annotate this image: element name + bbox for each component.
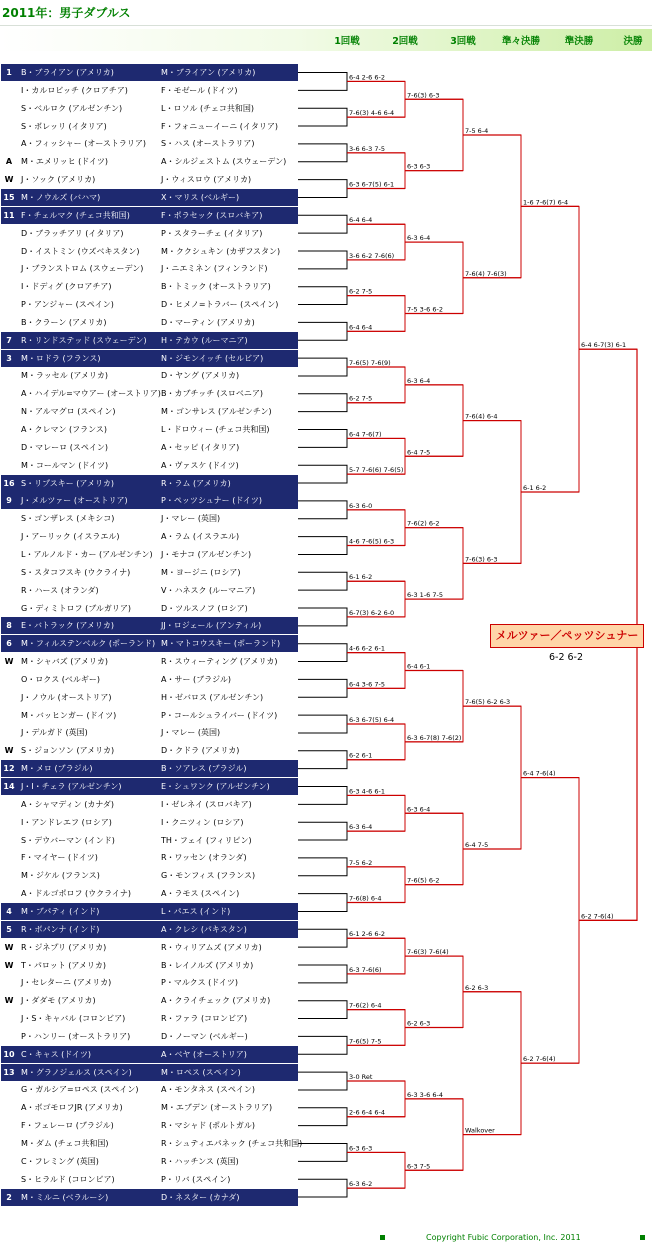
match-score: 7-6(3) 4-6 6-4 [349, 109, 395, 118]
entry-player-1: A・ドルゴポロフ (ウクライナ) [21, 889, 132, 899]
bracket-match-line [298, 215, 347, 233]
page-title: 2011年：男子ダブルス [2, 6, 131, 20]
match-score: 6-4 7-5 [407, 448, 431, 457]
entry-player-1: F・マイヤー (ドイツ) [21, 853, 98, 863]
entry-player-2: J・マレー (英国) [161, 728, 221, 738]
entry-player-1: A・フィッシャー (オーストラリア) [21, 139, 147, 149]
entry-player-1: R・ボパンナ (インド) [21, 924, 100, 934]
entry-player-1: T・パロット (アメリカ) [21, 960, 106, 970]
bracket-match-line [521, 206, 579, 492]
match-score: Walkover [465, 1126, 495, 1135]
entry-player-2: A・クライチェック (アメリカ) [161, 996, 271, 1006]
entry-player-1: M・バッヒンガー (ドイツ) [21, 710, 117, 720]
match-score: 7-5 6-2 [349, 858, 373, 867]
entry-player-1: M・ミルニ (ベラルーシ) [21, 1192, 109, 1202]
entry-player-2: L・ロソル (チェコ共和国) [161, 103, 255, 113]
entry-player-1: D・イストミン (ウズベキスタン) [21, 246, 140, 256]
entry-player-1: A・クレマン (フランス) [21, 425, 108, 434]
entry-seed-tag: 7 [6, 335, 12, 345]
entry-player-2: P・スタラーチェ (イタリア) [161, 228, 263, 238]
entry-seed-tag: 4 [6, 906, 12, 916]
entry-player-2: M・ゴンサレス (アルゼンチン) [161, 407, 272, 417]
copyright: Copyright Fubic Corporation, Inc. 2011 [426, 1233, 581, 1242]
entry-player-1: J・I・チェラ (アルゼンチン) [21, 782, 122, 791]
entry-player-1: M・メロ (ブラジル) [21, 764, 93, 774]
entry-seed-tag: 3 [6, 353, 12, 363]
match-score: 6-3 6-7(8) 7-6(2) [407, 733, 462, 742]
bracket-match-line [298, 1144, 347, 1162]
match-score: 6-3 7-6(6) [349, 965, 382, 974]
entry-player-1: A・シャマディン (カナダ) [21, 799, 115, 809]
entry-player-1: O・ロクス (ベルギー) [21, 674, 101, 684]
entry-player-2: E・シュワンク (アルゼンチン) [161, 782, 270, 791]
bracket-match-line [405, 99, 463, 170]
entry-player-2: R・ワッセン (オランダ) [161, 853, 247, 863]
entry-player-2: D・ネスター (カナダ) [161, 1192, 240, 1202]
entry-seed-tag: 6 [6, 639, 12, 649]
bracket-match-line [298, 430, 347, 448]
match-score: 6-4 6-7(3) 6-1 [581, 341, 627, 350]
bracket-match-line [298, 608, 347, 626]
entry-player-2: F・フォニューイーニ (イタリア) [161, 121, 278, 131]
bracket-match-line [298, 322, 347, 340]
entry-player-2: R・ウィリアムズ (アメリカ) [161, 942, 262, 952]
entry-player-2: B・ソアレス (ブラジル) [161, 764, 247, 774]
round-label-sf: 準決勝 [564, 36, 594, 47]
entry-player-2: H・ゼバロス (アルゼンチン) [161, 692, 264, 702]
entry-player-2: B・トミック (オーストラリア) [161, 282, 271, 292]
match-score: 6-3 3-6 6-4 [407, 1090, 443, 1099]
bracket-match-line [298, 715, 347, 733]
match-score: 7-6(3) 6-3 [465, 555, 498, 564]
entry-player-1: M・コールマン (ドイツ) [21, 460, 109, 470]
entry-player-2: A・クレシ (パキスタン) [161, 924, 247, 934]
entry-player-2: R・ファラ (コロンビア) [161, 1014, 248, 1024]
entry-seed-tag: W [4, 996, 14, 1006]
entry-seed-tag: 9 [6, 496, 12, 506]
entry-player-1: D・マレーロ (スペイン) [21, 442, 108, 452]
entry-seed-tag: W [4, 657, 14, 667]
entry-player-2: B・カブチッチ (スロベニア) [161, 389, 264, 399]
entry-player-1: B・クラーン (アメリカ) [21, 317, 107, 327]
bracket-match-line [405, 1099, 463, 1170]
entry-player-1: J・ダダモ (アメリカ) [21, 996, 96, 1006]
entry-player-2: D・ヒメノ=トラバー (スペイン) [161, 300, 279, 310]
entry-player-1: R・ジネプリ (アメリカ) [21, 942, 107, 952]
entry-player-2: A・シルジェストム (スウェーデン) [161, 157, 287, 167]
entry-player-1: N・アルマグロ (スペイン) [21, 407, 116, 417]
entry-player-2: R・スウィーティング (アメリカ) [161, 657, 278, 667]
match-score: 7-6(5) 6-2 6-3 [465, 698, 511, 707]
bracket-match-line [298, 858, 347, 876]
entry-player-1: M・ブパティ (インド) [21, 906, 100, 916]
match-score: 7-6(3) 6-3 [407, 91, 440, 100]
match-score: 6-4 7-6(4) [523, 769, 556, 778]
bracket-match-line [405, 956, 463, 1027]
entry-player-1: P・ハンリー (オーストラリア) [21, 1031, 131, 1041]
entry-player-2: D・マーティン (アメリカ) [161, 317, 255, 327]
match-score: 6-2 7-6(4) [581, 912, 614, 921]
match-score: 7-6(5) 7-5 [349, 1037, 382, 1046]
entry-player-1: S・デウバーマン (インド) [21, 835, 115, 845]
entry-player-1: I・ドディグ (クロアチア) [21, 282, 112, 292]
match-score: 6-3 6-7(5) 6-4 [349, 716, 395, 725]
entry-player-2: D・ツルスノフ (ロシア) [161, 603, 248, 613]
final-score: 6-2 6-2 [548, 652, 584, 663]
match-score: 7-6(4) 6-4 [465, 412, 498, 421]
match-score: 3-0 Ret [349, 1073, 373, 1082]
entry-player-1: F・チェルマク (チェコ共和国) [21, 210, 130, 220]
champion-box: メルツァー／ペッツシュナー [490, 624, 644, 648]
round-label-qf: 準々決勝 [501, 36, 540, 47]
entry-player-2: J・ウィスロウ (アメリカ) [161, 175, 252, 185]
entry-player-2: M・エブデン (オーストラリア) [161, 1103, 273, 1113]
footer-square-icon [640, 1235, 645, 1240]
entry-seed-tag: 14 [3, 782, 15, 791]
match-score: 6-3 6-0 [349, 501, 373, 510]
bracket-match-line [298, 572, 347, 590]
bracket-match-line [298, 679, 347, 697]
entry-player-1: J・ブランストロム (スウェーデン) [21, 264, 144, 274]
entry-player-1: S・ボレッリ (イタリア) [21, 121, 107, 131]
round-label-final: 決勝 [623, 36, 643, 47]
match-score: 7-5 6-4 [465, 126, 489, 135]
entry-player-1: R・ハース (オランダ) [21, 585, 99, 595]
match-score: 4-6 7-6(5) 6-3 [349, 537, 395, 546]
entry-player-2: A・ベヤ (オーストリア) [161, 1049, 247, 1059]
entry-player-1: M・フィルステンベルク (ポーランド) [21, 639, 156, 649]
entry-player-1: F・フェレーロ (ブラジル) [21, 1121, 114, 1131]
entry-player-1: S・スタコフスキ (ウクライナ) [21, 567, 131, 577]
bracket-match-line [298, 1108, 347, 1126]
match-score: 6-3 6-4 [407, 376, 431, 385]
entry-seed-tag: W [4, 746, 14, 756]
match-score: 3-6 6-2 7-6(6) [349, 251, 395, 260]
match-score: 6-3 6-4 [407, 805, 431, 814]
entry-player-1: J・メルツァー (オーストリア) [21, 496, 128, 506]
entry-player-1: L・アルノルド・カー (アルゼンチン) [21, 549, 153, 559]
match-score: 3-6 6-3 7-5 [349, 144, 385, 153]
entry-player-2: N・ジモンイッチ (セルビア) [161, 353, 264, 363]
entry-player-1: S・ゴンザレス (メキシコ) [21, 514, 115, 524]
entry-player-2: JJ・ロジェール (アンティル) [161, 621, 262, 631]
entry-player-2: D・クドラ (アメリカ) [161, 746, 240, 756]
bracket-match-line [405, 242, 463, 313]
entry-seed-tag: 5 [6, 924, 12, 934]
entry-seed-tag: 1 [6, 68, 12, 77]
match-score: 7-6(5) 6-2 [407, 876, 440, 885]
entry-player-1: B・ブライアン (アメリカ) [21, 68, 114, 77]
entry-player-1: D・ブラッチアリ (イタリア) [21, 228, 124, 238]
entry-player-1: S・ヒラルド (コロンビア) [21, 1174, 115, 1184]
match-score: 6-2 6-3 [465, 983, 489, 992]
match-score: 6-4 7-5 [465, 840, 489, 849]
entry-player-2: X・マリス (ベルギー) [161, 192, 240, 202]
entry-player-1: M・ダム (チェコ共和国) [21, 1139, 109, 1148]
entry-player-2: H・テカウ (ルーマニア) [161, 335, 248, 345]
entry-player-1: C・キャス (ドイツ) [21, 1049, 91, 1059]
entry-player-2: A・モンタネス (スペイン) [161, 1085, 255, 1095]
bracket-match-line [298, 1036, 347, 1054]
match-score: 2-6 6-4 6-4 [349, 1108, 385, 1117]
entry-player-1: J・デルガド (英国) [21, 728, 88, 738]
match-score: 6-4 6-4 [349, 323, 373, 332]
entry-player-1: E・バトラック (アメリカ) [21, 621, 114, 631]
entry-seed-tag: 10 [3, 1049, 15, 1059]
entry-player-2: P・ペッツシュナー (ドイツ) [161, 496, 263, 506]
entry-player-1: M・エメリッヒ (ドイツ) [21, 157, 108, 167]
bracket-match-line [298, 929, 347, 947]
entry-player-2: P・リバ (スペイン) [161, 1174, 231, 1184]
entry-player-2: A・ヴァスケ (ドイツ) [161, 460, 239, 470]
match-score: 6-4 6-1 [407, 662, 431, 671]
match-score: 6-3 6-4 [407, 234, 431, 243]
entry-seed-tag: W [4, 942, 14, 952]
entry-seed-tag: W [4, 960, 14, 970]
match-score: 7-6(8) 6-4 [349, 894, 382, 903]
entry-player-2: A・サー (ブラジル) [161, 674, 232, 684]
entry-player-1: M・ノウルズ (バハマ) [21, 192, 101, 202]
entry-player-2: J・マレー (英国) [161, 514, 221, 524]
entry-seed-tag: 15 [3, 192, 15, 202]
entry-player-2: A・ラモス (スペイン) [161, 889, 240, 899]
entry-player-2: I・クニツィン (ロシア) [161, 817, 244, 827]
entry-player-1: S・ジョンソン (アメリカ) [21, 746, 115, 756]
entry-player-2: R・マシャド (ポルトガル) [161, 1121, 255, 1131]
bracket-match-line [298, 537, 347, 555]
entry-player-2: G・モンフィス (フランス) [161, 871, 256, 881]
match-score: 6-7(3) 6-2 6-0 [349, 608, 395, 617]
entry-player-2: A・ラム (イスラエル) [161, 532, 240, 542]
match-score: 6-3 6-7(5) 6-1 [349, 180, 395, 189]
entry-player-2: I・ゼレネイ (スロバキア) [161, 799, 252, 809]
entry-player-1: J・S・キャバル (コロンビア) [21, 1014, 126, 1024]
entry-player-2: D・ノーマン (ベルギー) [161, 1031, 248, 1041]
match-score: 6-2 7-6(4) [523, 1055, 556, 1064]
match-score: 6-3 4-6 6-1 [349, 787, 385, 796]
entry-player-1: G・ガルシア=ロペス (スペイン) [21, 1085, 139, 1095]
match-score: 5-7 7-6(6) 7-6(5) [349, 466, 404, 475]
entry-player-2: S・ハス (オーストラリア) [161, 139, 255, 149]
entry-player-1: C・フレミング (英国) [21, 1156, 99, 1166]
entry-player-1: J・セレターニ (アメリカ) [21, 978, 112, 988]
bracket-match-line [298, 894, 347, 912]
match-score: 6-2 7-5 [349, 287, 373, 296]
entry-player-1: S・リプスキー (アメリカ) [21, 478, 114, 488]
bracket-match-line [405, 528, 463, 599]
match-score: 6-4 3-6 7-5 [349, 680, 385, 689]
bracket-match-line [298, 394, 347, 412]
entry-seed-tag: 2 [6, 1192, 12, 1202]
bracket-match-line [298, 965, 347, 983]
entry-seed-tag: W [4, 175, 14, 185]
round-label-1: 1回戦 [334, 36, 360, 47]
round-label-2: 2回戦 [392, 36, 418, 47]
entry-player-2: F・モゼール (ドイツ) [161, 85, 238, 95]
entry-seed-tag: 13 [3, 1067, 15, 1077]
entry-player-2: J・ニエミネン (フィンランド) [161, 264, 268, 274]
match-score: 7-6(5) 7-6(9) [349, 359, 391, 368]
bracket-match-line [298, 108, 347, 126]
bracket-match-line [298, 644, 347, 662]
bracket-match-line [405, 813, 463, 884]
bracket-match-line [298, 787, 347, 805]
entry-player-1: J・ノウル (オーストリア) [21, 692, 112, 702]
entry-player-2: M・ククシュキン (カザフスタン) [161, 246, 281, 256]
entry-player-1: P・アンジャー (スペイン) [21, 300, 114, 310]
entry-player-2: M・マトコウスキー (ポーランド) [161, 639, 281, 649]
match-score: 6-1 2-6 6-2 [349, 930, 385, 939]
entry-player-1: M・シャバズ (アメリカ) [21, 657, 108, 667]
bracket-match-line [298, 822, 347, 840]
match-score: 6-4 6-4 [349, 216, 373, 225]
bracket-match-line [298, 1072, 347, 1090]
entry-player-1: R・リンドステッド (スウェーデン) [21, 335, 147, 345]
bracket-match-line [405, 670, 463, 741]
bracket-match-line [298, 358, 347, 376]
match-score: 7-6(4) 7-6(3) [465, 269, 507, 278]
bracket-match-line [298, 251, 347, 269]
match-score: 7-6(2) 6-2 [407, 519, 440, 528]
bracket-match-line [298, 501, 347, 519]
entry-player-1: A・ハイデル=マウアー (オーストリア) [21, 389, 161, 399]
match-score: 6-2 6-3 [407, 1019, 431, 1028]
match-score: 6-2 7-5 [349, 394, 373, 403]
entry-player-2: M・ヨージニ (ロシア) [161, 567, 241, 577]
bracket-match-line [463, 421, 521, 564]
match-score: 6-2 6-1 [349, 751, 373, 760]
match-score: 6-3 6-4 [349, 823, 373, 832]
round-label-3: 3回戦 [450, 36, 476, 47]
entry-seed-tag: 16 [3, 478, 15, 488]
entry-player-2: D・ヤング (アメリカ) [161, 371, 240, 381]
entry-seed-tag: 12 [3, 764, 15, 774]
bracket-match-line [298, 1179, 347, 1197]
bracket-match-line [405, 385, 463, 456]
bracket-match-line [463, 992, 521, 1135]
match-score: 4-6 6-2 6-1 [349, 644, 385, 653]
match-score: 6-1 6-2 [349, 573, 373, 582]
bracket-match-line [521, 778, 579, 1064]
match-score: 7-6(2) 6-4 [349, 1001, 382, 1010]
bracket-match-line [298, 465, 347, 483]
entry-player-2: P・マルクス (ドイツ) [161, 978, 238, 988]
match-score: 6-3 6-3 [407, 162, 431, 171]
bracket-match-line [463, 706, 521, 849]
entry-player-2: M・ブライアン (アメリカ) [161, 68, 256, 77]
match-score: 6-1 6-2 [523, 483, 547, 492]
entry-player-1: M・ロドラ (フランス) [21, 353, 101, 363]
entry-player-1: I・カルロビッチ (クロアチア) [21, 85, 128, 95]
entry-seed-tag: 11 [3, 210, 15, 220]
entry-player-2: P・コールシュライバー (ドイツ) [161, 710, 278, 720]
match-score: 7-6(3) 7-6(4) [407, 948, 449, 957]
entry-player-2: J・モナコ (アルゼンチン) [161, 549, 252, 559]
entry-player-2: A・セッピ (イタリア) [161, 442, 240, 452]
entry-player-2: F・ポラセック (スロバキア) [161, 210, 263, 220]
bracket-match-line [298, 287, 347, 305]
entry-seed-tag: 8 [6, 621, 12, 631]
bracket-match-line [298, 180, 347, 198]
entry-player-2: M・ロペス (スペイン) [161, 1067, 241, 1077]
entry-player-1: I・アンドレエフ (ロシア) [21, 817, 112, 827]
entry-player-2: B・レイノルズ (アメリカ) [161, 960, 254, 970]
match-score: 6-3 6-3 [349, 1144, 373, 1153]
entry-player-1: M・グラノジェルス (スペイン) [21, 1067, 132, 1077]
match-score: 1-6 7-6(7) 6-4 [523, 198, 569, 207]
entry-player-2: V・ハネスク (ルーマニア) [161, 585, 256, 595]
bracket-match-line [298, 144, 347, 162]
match-score: 6-3 7-5 [407, 1162, 431, 1171]
entry-player-2: L・ドロウィー (チェコ共和国) [161, 425, 270, 434]
bracket-match-line [298, 751, 347, 769]
entry-player-1: M・ジケル (フランス) [21, 871, 100, 881]
match-score: 6-3 6-2 [349, 1180, 373, 1189]
entry-player-2: R・シュティエパネック (チェコ共和国) [161, 1139, 303, 1148]
bracket-match-line [463, 135, 521, 278]
entry-player-1: S・ベルロク (アルゼンチン) [21, 103, 123, 113]
match-score: 6-3 1-6 7-5 [407, 591, 443, 600]
match-score: 7-5 3-6 6-2 [407, 305, 443, 314]
bracket-match-line [298, 73, 347, 91]
entry-player-1: G・ディミトロフ (ブルガリア) [21, 603, 132, 613]
entry-player-1: J・ソック (アメリカ) [21, 175, 96, 185]
match-score: 6-4 7-6(7) [349, 430, 382, 439]
entry-player-2: R・ラム (アメリカ) [161, 478, 231, 488]
entry-player-2: R・ハッチンス (英国) [161, 1156, 239, 1166]
match-score: 6-4 2-6 6-2 [349, 73, 385, 82]
bracket-match-line [298, 1001, 347, 1019]
entry-player-2: L・パエス (インド) [161, 906, 231, 916]
entry-player-2: TH・フェイ (フィリピン) [161, 835, 252, 845]
entry-player-1: A・ボゴモロフJR (アメリカ) [21, 1103, 123, 1113]
entry-player-1: M・ラッセル (アメリカ) [21, 371, 108, 381]
entry-player-1: J・アーリック (イスラエル) [21, 532, 120, 542]
footer-square-icon [380, 1235, 385, 1240]
entry-seed-tag: A [5, 157, 13, 167]
